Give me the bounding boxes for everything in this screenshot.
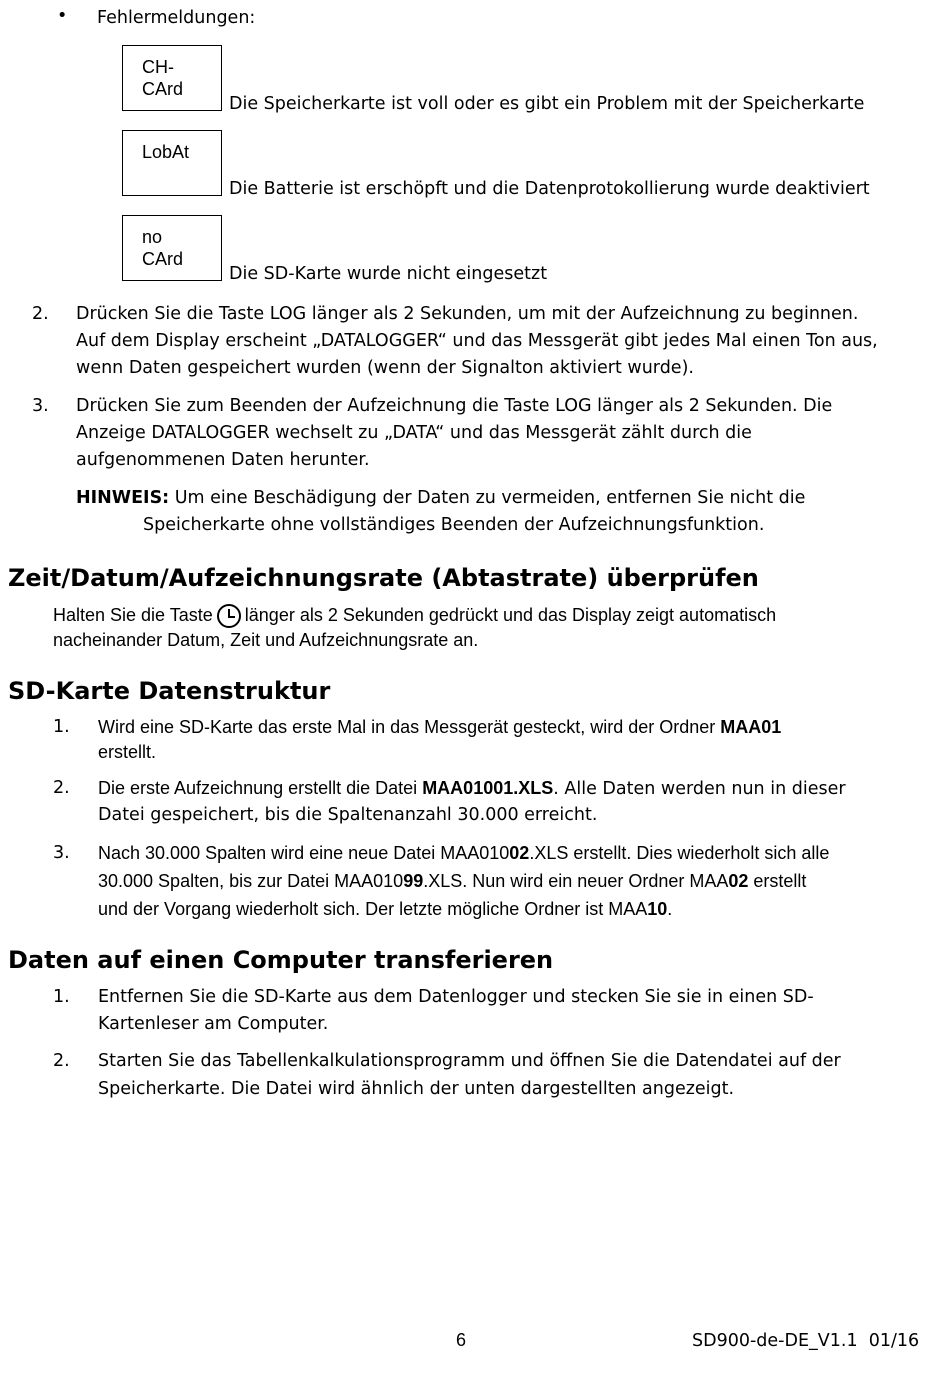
note-text: Um eine Beschädigung der Daten zu vermeiden, entfernen Sie nicht die: [169, 488, 806, 508]
error-code-box-nocard: [122, 215, 222, 281]
list-number: 3.: [53, 843, 70, 863]
text-bold: 99: [403, 871, 424, 891]
text-run: Wird eine SD-Karte das erste Mal in das Messgerät gesteckt, wird der Ordner: [98, 717, 721, 737]
folder-name: MAA01: [720, 717, 782, 737]
time-text-line-1: [53, 604, 776, 628]
page-number: 6: [456, 1330, 467, 1350]
error-description: Die SD-Karte wurde nicht eingesetzt: [229, 264, 548, 284]
time-text-line-2: nacheinander Datum, Zeit und Aufzeichnungsrate an.: [53, 630, 479, 650]
section-title-sd: SD-Karte Datenstruktur: [8, 677, 331, 705]
list-text-line: Datei gespeichert, bis die Spaltenanzahl 30.000 erreicht.: [98, 805, 598, 825]
step-text-line: Drücken Sie zum Beenden der Aufzeichnung die Taste LOG länger als 2 Sekunden. Die: [76, 396, 833, 416]
text-run: .XLS erstellt. Dies wiederholt sich alle: [529, 843, 830, 863]
step-text-line: Drücken Sie die Taste LOG länger als 2 Sekunden, um mit der Aufzeichnung zu beginnen.: [76, 304, 859, 324]
error-code-box-lobat: [122, 130, 222, 196]
text-run: und der Vorgang wiederholt sich. Der letzte mögliche Ordner ist MAA: [98, 899, 648, 919]
note-label: HINWEIS:: [76, 488, 170, 508]
step-number: 2.: [32, 304, 49, 324]
error-code-line: CArd: [142, 249, 184, 269]
note-line-2: Speicherkarte ohne vollständiges Beenden der Aufzeichnungsfunktion.: [143, 515, 765, 535]
error-code-line: CArd: [142, 79, 184, 99]
section-title-transfer: Daten auf einen Computer transferieren: [8, 946, 554, 974]
errors-heading: Fehlermeldungen:: [97, 8, 256, 28]
section-title-time: Zeit/Datum/Aufzeichnungsrate (Abtastrate) überprüfen: [8, 564, 759, 592]
list-text-line: Entfernen Sie die SD-Karte aus dem Datenlogger und stecken Sie sie in einen SD-: [98, 987, 814, 1007]
text-run: Die erste Aufzeichnung erstellt die Datei: [98, 778, 423, 798]
error-description: Die Batterie ist erschöpft und die Datenprotokollierung wurde deaktiviert: [229, 179, 870, 199]
text-run: Nach 30.000 Spalten wird eine neue Datei MAA010: [98, 843, 510, 863]
error-code-line: no: [142, 227, 163, 247]
text-bold: 02: [728, 871, 749, 891]
step-number: 3.: [32, 396, 49, 416]
error-code-box-chcard: [122, 45, 222, 111]
text-bold: 10: [647, 899, 668, 919]
text-run: 30.000 Spalten, bis zur Datei MAA010: [98, 871, 404, 891]
text-run: erstellt: [748, 871, 807, 891]
step-text-line: wenn Daten gespeichert wurden (wenn der Signalton aktiviert wurde).: [76, 358, 694, 378]
text-bold: 02: [509, 843, 530, 863]
list-text-line: [98, 843, 829, 864]
time-text-b: länger als 2 Sekunden gedrückt und das Display zeigt automatisch: [244, 605, 777, 625]
note-line-1: [76, 488, 805, 508]
step-text-line: Anzeige DATALOGGER wechselt zu „DATA“ und das Messgerät zählt durch die: [76, 423, 752, 443]
list-number: 1.: [53, 717, 70, 737]
text-run: . Alle Daten werden nun in dieser: [553, 779, 846, 799]
time-text-a: Halten Sie die Taste: [53, 605, 213, 625]
step-text-line: Auf dem Display erscheint „DATALOGGER“ und das Messgerät gibt jedes Mal einen Ton aus,: [76, 331, 878, 351]
document-id: SD900-de-DE_V1.1 01/16: [692, 1331, 920, 1351]
list-number: 2.: [53, 778, 70, 798]
list-text-line: Starten Sie das Tabellenkalkulationsprogramm und öffnen Sie die Datendatei auf der: [98, 1051, 841, 1071]
error-description: Die Speicherkarte ist voll oder es gibt ein Problem mit der Speicherkarte: [229, 94, 865, 114]
step-text-line: aufgenommenen Daten herunter.: [76, 450, 370, 470]
error-code-line: LobAt: [142, 142, 190, 162]
list-text-line: Speicherkarte. Die Datei wird ähnlich der unten dargestellten angezeigt.: [98, 1079, 735, 1099]
file-name: MAA01001.XLS: [422, 778, 554, 798]
list-number: 1.: [53, 987, 70, 1007]
clock-icon: [217, 604, 241, 628]
text-run: .: [667, 899, 673, 919]
list-number: 2.: [53, 1051, 70, 1071]
list-text-line: Kartenleser am Computer.: [98, 1014, 329, 1034]
text-run: .XLS. Nun wird ein neuer Ordner MAA: [423, 871, 729, 891]
list-text-line: [98, 717, 781, 738]
bullet-dot: •: [57, 6, 68, 26]
error-code-line: CH-: [142, 57, 174, 77]
list-text-line: erstellt.: [98, 742, 157, 762]
list-text-line: [98, 778, 846, 799]
list-text-line: [98, 871, 806, 892]
list-text-line: [98, 899, 672, 920]
